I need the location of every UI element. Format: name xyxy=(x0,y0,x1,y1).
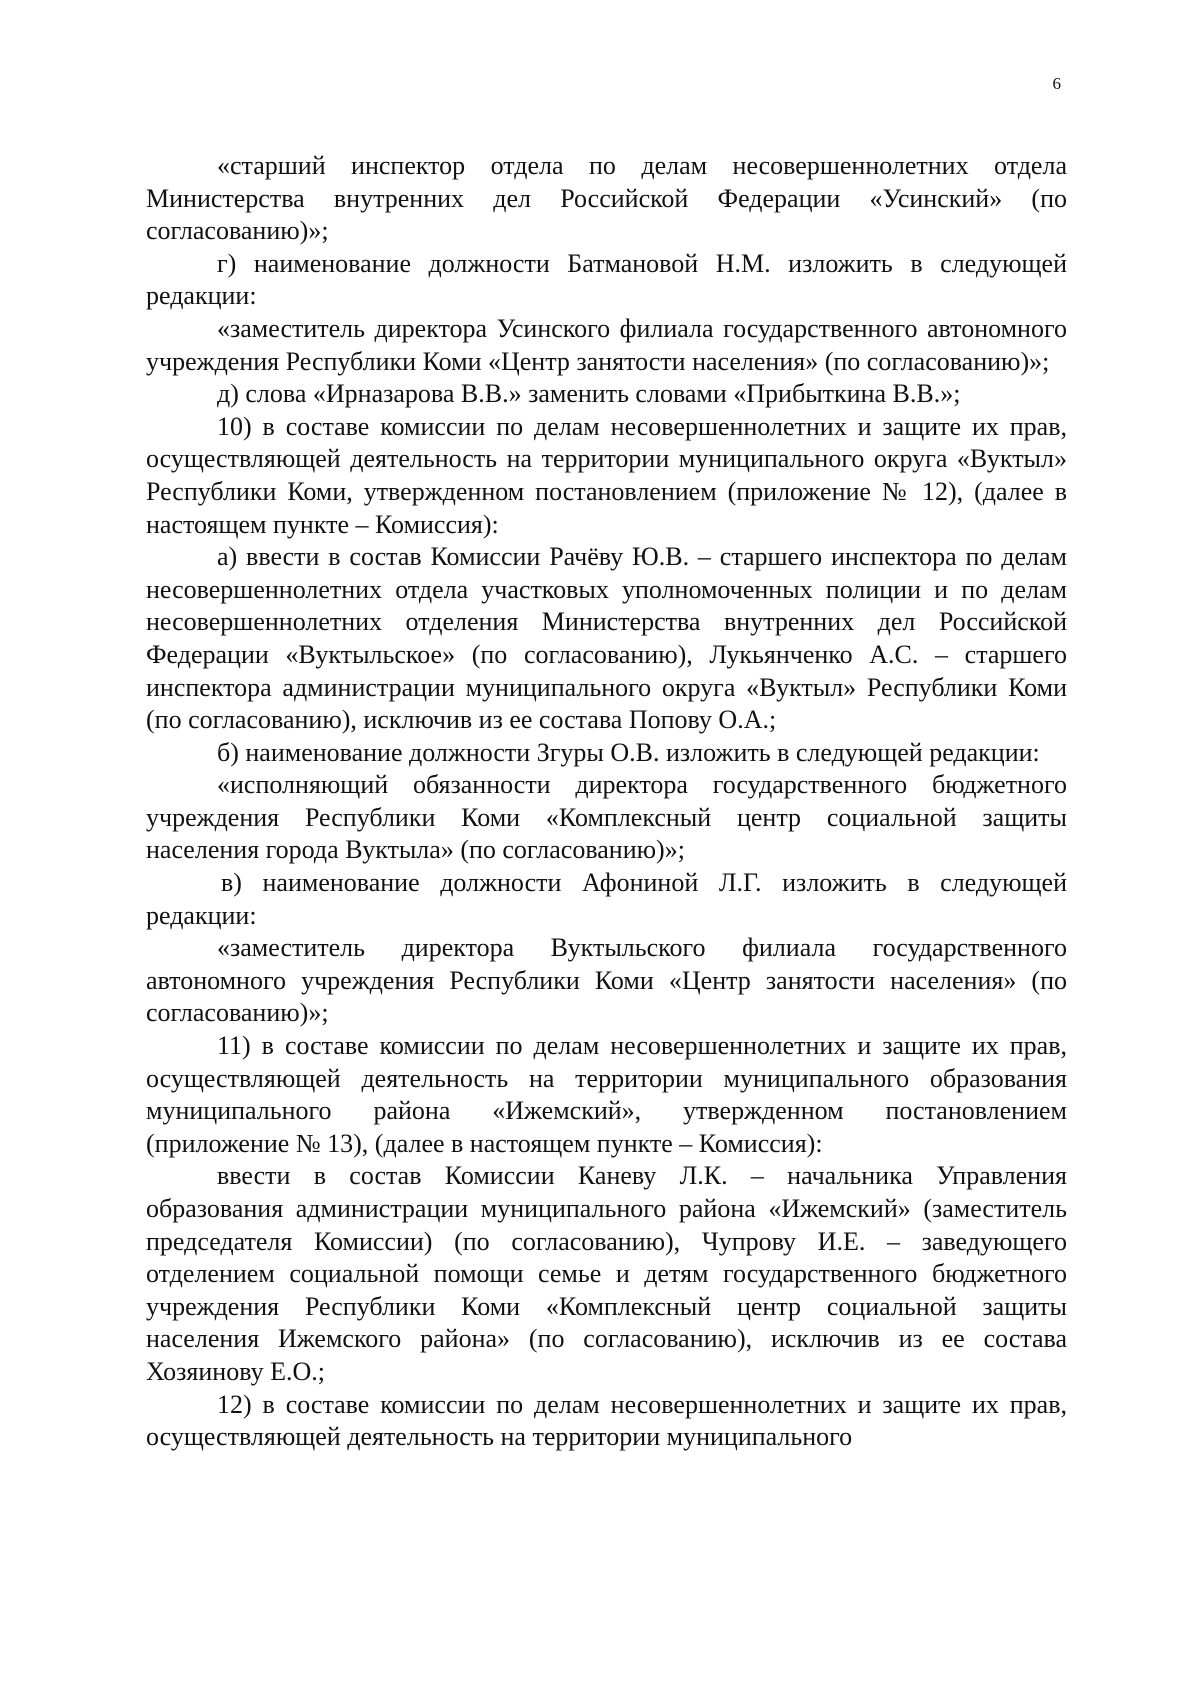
page-number: 6 xyxy=(1052,74,1061,93)
paragraph-item-11: 11) в составе комиссии по делам несовершеннолетних и защите их прав, осуществляющей деятельность на территории муниципального образования муниципального района «Ижемский», утвержденном постановлением (приложение № 13), (далее в настоящем пункте – Комиссия): xyxy=(146,1031,1067,1158)
paragraph-item-12: 12) в составе комиссии по делам несовершеннолетних и защите их прав, осуществляющей деятельность на территории муниципального xyxy=(146,1389,1067,1452)
paragraph-item-b: б) наименование должности Згуры О.В. изложить в следующей редакции: xyxy=(217,737,1040,767)
paragraph-item-v: в) наименование должности Афониной Л.Г. изложить в следующей редакции: xyxy=(146,868,1067,930)
paragraph-quote-deputy-usinsk: «заместитель директора Усинского филиала государственного автономного учреждения Республики Коми «Центр занятости населения» (по согласованию)»; xyxy=(146,313,1067,376)
paragraph-introduce-members: ввести в состав Комиссии Каневу Л.К. – начальника Управления образования администрации муниципального района «Ижемский» (заместитель председателя Комиссии) (по согласованию), Чупрову И.Е. – заведующего отделением социальной помощи семье и детям государственного бюджетного учреждения Республики Коми «Комплексный центр социальной защиты населения Ижемского района» (по согласованию), исключив из ее состава Хозяинову Е.О.; xyxy=(146,1161,1067,1386)
paragraph-quote-inspector: «старший инспектор отдела по делам несовершеннолетних отдела Министерства внутренних дел Российской Федерации «Усинский» (по согласованию)»; xyxy=(146,151,1067,246)
paragraph-quote-deputy-vuktyl: «заместитель директора Вуктыльского филиала государственного автономного учреждения Республики Коми «Центр занятости населения» (по согласованию)»; xyxy=(146,933,1067,1028)
document-body xyxy=(146,150,1067,1454)
paragraph-quote-acting-director: «исполняющий обязанности директора государственного бюджетного учреждения Республики Коми «Комплексный центр социальной защиты населения города Вуктыла» (по согласованию)»; xyxy=(146,770,1067,865)
paragraph-item-10: 10) в составе комиссии по делам несовершеннолетних и защите их прав, осуществляющей деятельность на территории муниципального округа «Вуктыл» Республики Коми, утвержденном постановлением (приложение № 12), (далее в настоящем пункте – Комиссия): xyxy=(146,411,1067,539)
paragraph-item-a: а) ввести в состав Комиссии Рачёву Ю.В. – старшего инспектора по делам несовершеннолетних отдела участковых уполномоченных полиции и по делам несовершеннолетних отделения Министерства внутренних дел Российской Федерации «Вуктыльское» (по согласованию), Лукьянченко А.С. – старшего инспектора администрации муниципального округа «Вуктыл» Республики Коми (по согласованию), исключив из ее состава Попову О.А.; xyxy=(146,542,1067,735)
paragraph-item-g: г) наименование должности Батмановой Н.М. изложить в следующей редакции: xyxy=(146,248,1067,311)
paragraph-item-d: д) слова «Ирназарова В.В.» заменить словами «Прибыткина В.В.»; xyxy=(217,379,961,409)
